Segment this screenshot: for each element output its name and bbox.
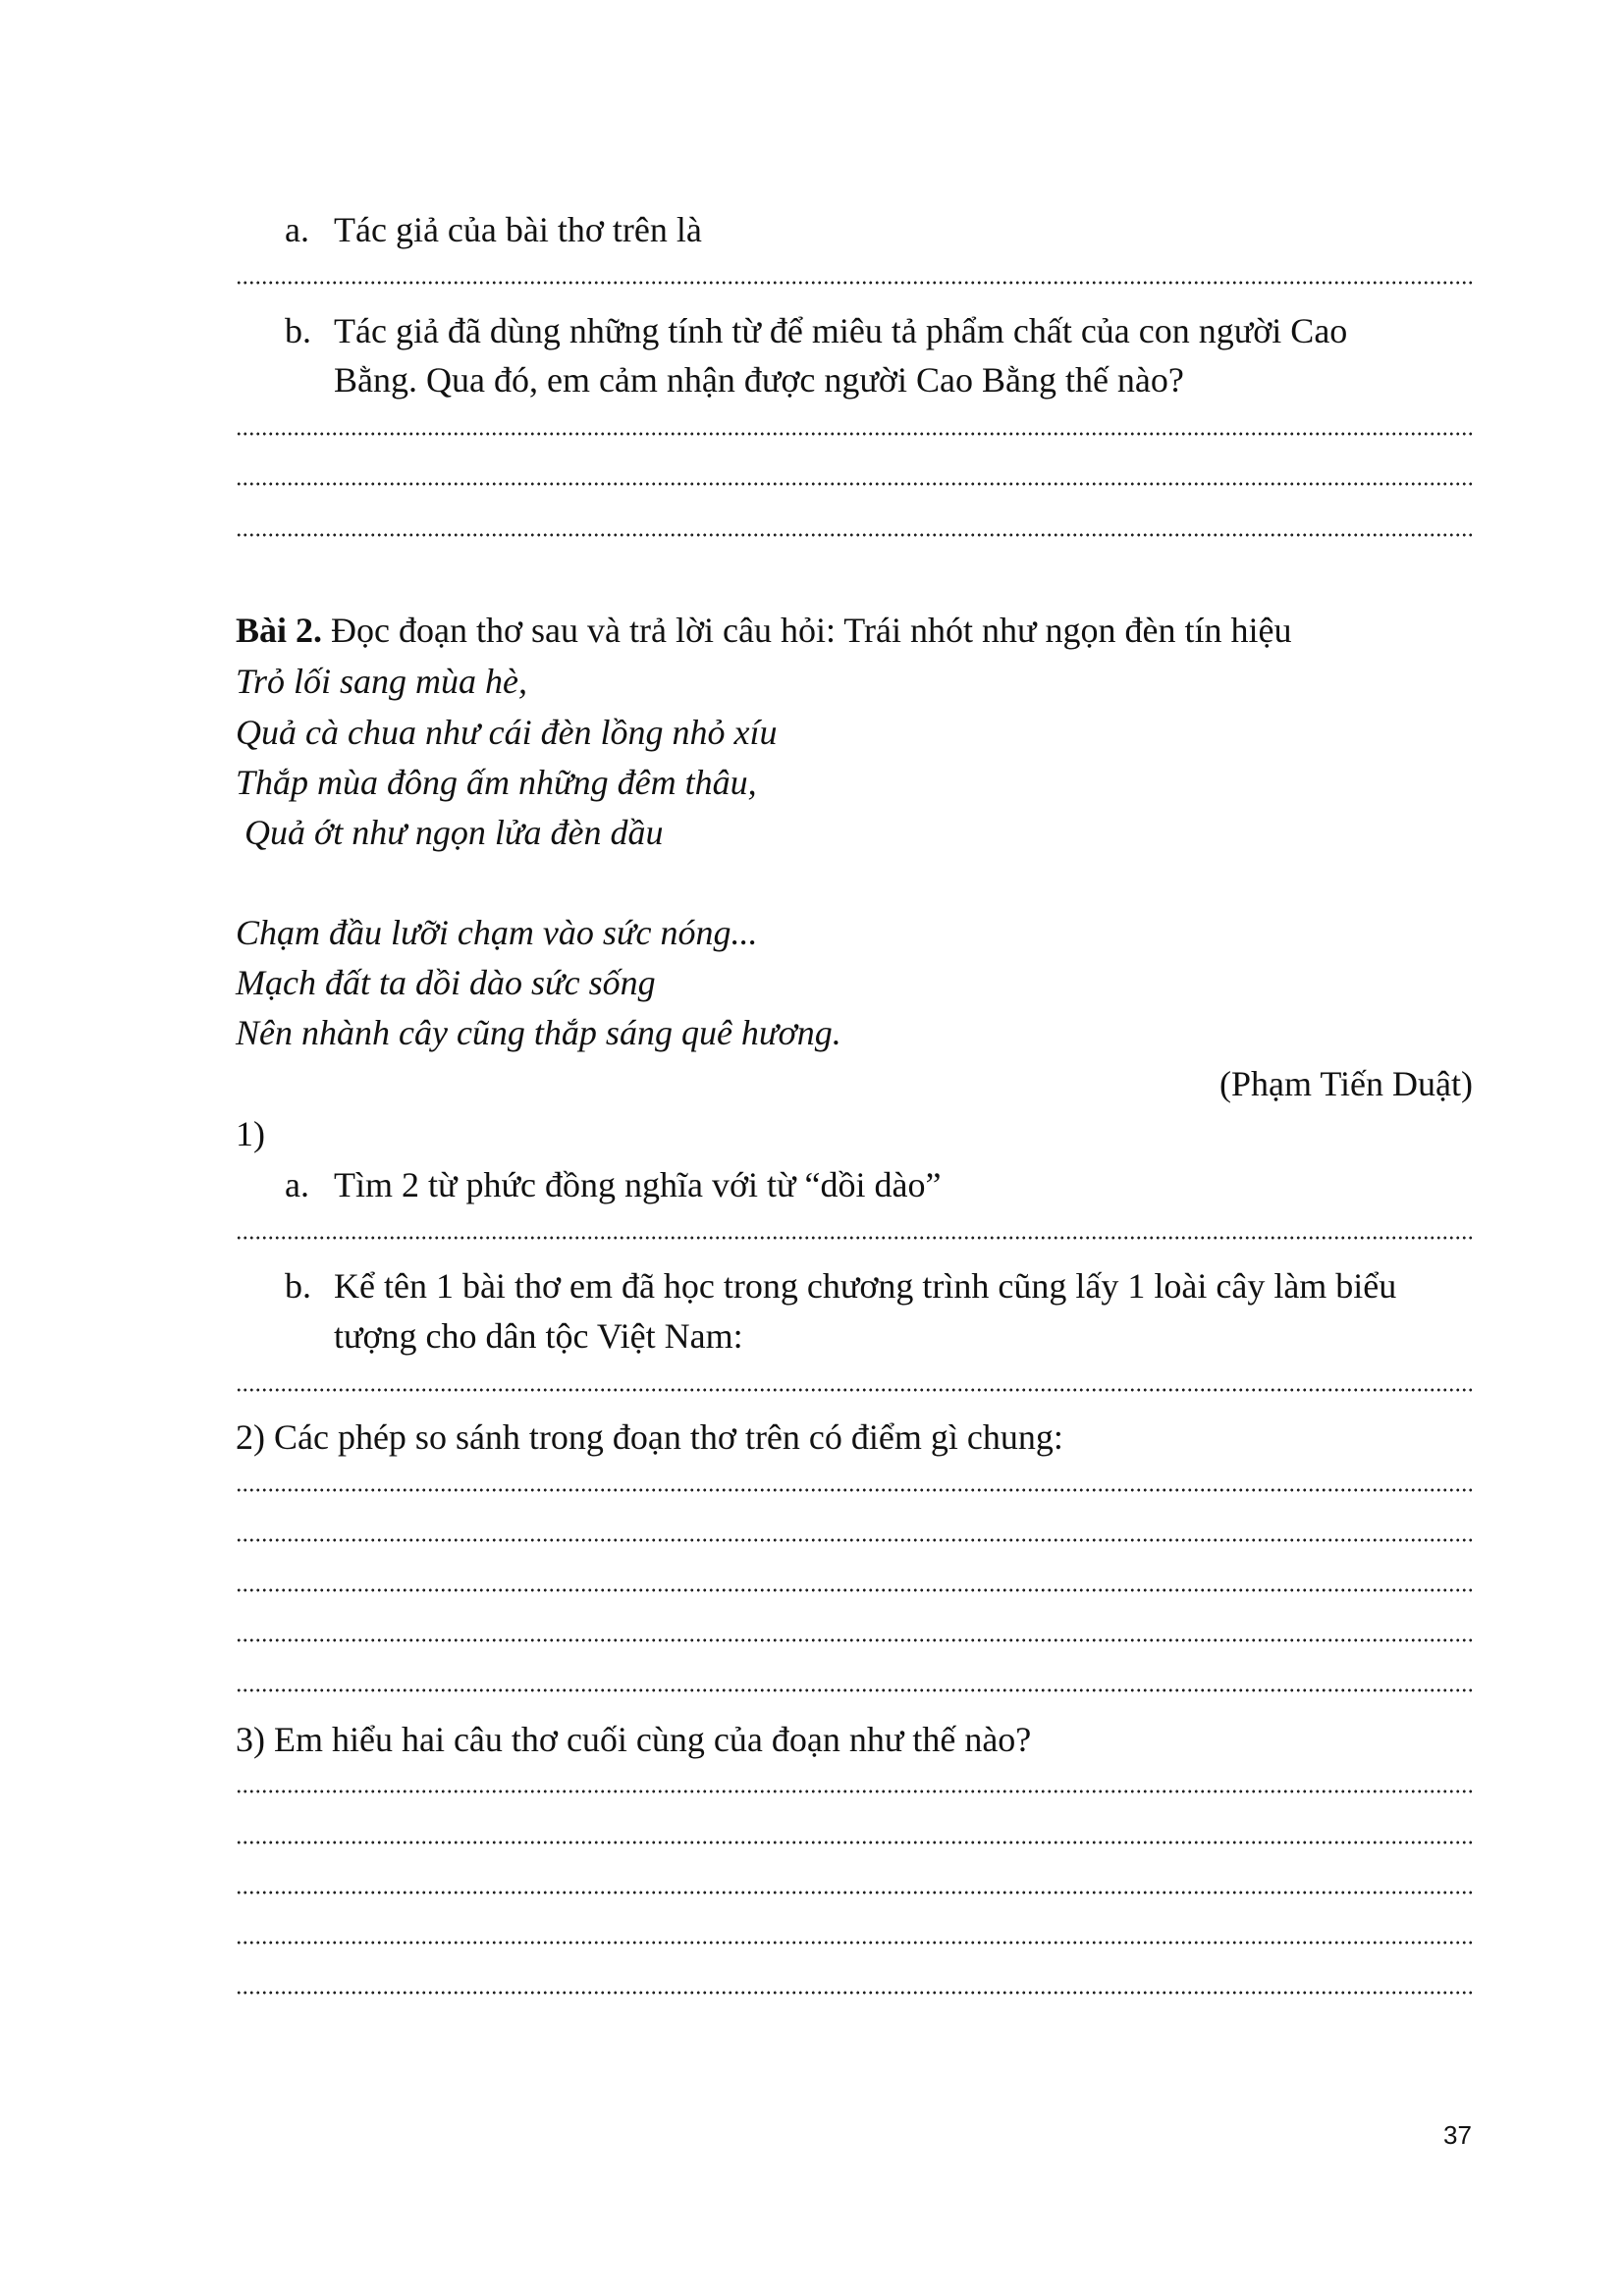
question-2-1a (285, 1163, 941, 1206)
answer-line[interactable] (236, 1685, 1473, 1695)
question-2-1b-text-line1: Kể tên 1 bài thơ em đã học trong chương trình cũng lấy 1 loài cây làm biểu (334, 1266, 1397, 1306)
answer-line[interactable] (236, 429, 1473, 439)
answer-line[interactable] (236, 1585, 1473, 1595)
question-1b (285, 309, 1347, 352)
answer-line[interactable] (236, 530, 1473, 540)
question-1b-text-line1: Tác giả đã dùng những tính từ để miêu tả phẩm chất của con người Cao (334, 311, 1348, 350)
answer-line[interactable] (236, 1988, 1473, 1998)
question-1a-text: Tác giả của bài thơ trên là (334, 210, 702, 249)
answer-line[interactable] (236, 1635, 1473, 1645)
answer-line[interactable] (236, 1888, 1473, 1897)
answer-line[interactable] (236, 1233, 1473, 1243)
poem-line: Thắp mùa đông ấm những đêm thâu, (236, 763, 757, 802)
item-label: b. (285, 311, 311, 350)
answer-line[interactable] (236, 1838, 1473, 1847)
answer-line[interactable] (236, 1535, 1473, 1545)
question-2-1b-text-line2: tượng cho dân tộc Việt Nam: (334, 1316, 743, 1356)
answer-line[interactable] (236, 479, 1473, 489)
answer-line[interactable] (236, 1938, 1473, 1948)
question-2-2: 2) Các phép so sánh trong đoạn thơ trên có điểm gì chung: (236, 1417, 1063, 1457)
question-1b-text-line2: Bằng. Qua đó, em cảm nhận được người Cao Bằng thế nào? (334, 360, 1184, 400)
poem-line: Quả ớt như ngọn lửa đèn dầu (236, 813, 664, 852)
poem-line: Chạm đầu lưỡi chạm vào sức nóng... (236, 913, 758, 952)
poem-line: Trỏ lối sang mùa hè, (236, 662, 528, 701)
question-2-1a-text: Tìm 2 từ phức đồng nghĩa với từ “dồi dào” (334, 1165, 942, 1204)
poem-line: Nên nhành cây cũng thắp sáng quê hương. (236, 1013, 841, 1052)
answer-line[interactable] (236, 1385, 1473, 1395)
question-2-1b (285, 1264, 1396, 1308)
item-label: a. (285, 1165, 309, 1204)
item-label: b. (285, 1266, 311, 1306)
part-1-label: 1) (236, 1114, 265, 1153)
answer-line[interactable] (236, 278, 1473, 288)
page-number: 37 (1443, 2120, 1472, 2150)
poem-author: (Phạm Tiến Duật) (1218, 1064, 1473, 1103)
item-label: a. (285, 210, 309, 249)
answer-line[interactable] (236, 1485, 1473, 1495)
exercise-2-intro: Đọc đoạn thơ sau và trả lời câu hỏi: Trái nhót như ngọn đèn tín hiệu (331, 611, 1292, 650)
poem-line: Quả cà chua như cái đèn lồng nhỏ xíu (236, 713, 778, 752)
answer-line[interactable] (236, 1787, 1473, 1796)
exercise-2-label: Bài 2. (236, 611, 323, 650)
question-2-3: 3) Em hiểu hai câu thơ cuối cùng của đoạn như thế nào? (236, 1720, 1032, 1759)
exercise-2-heading (236, 609, 1291, 652)
poem-line: Mạch đất ta dồi dào sức sống (236, 963, 656, 1002)
question-1a (285, 208, 702, 251)
